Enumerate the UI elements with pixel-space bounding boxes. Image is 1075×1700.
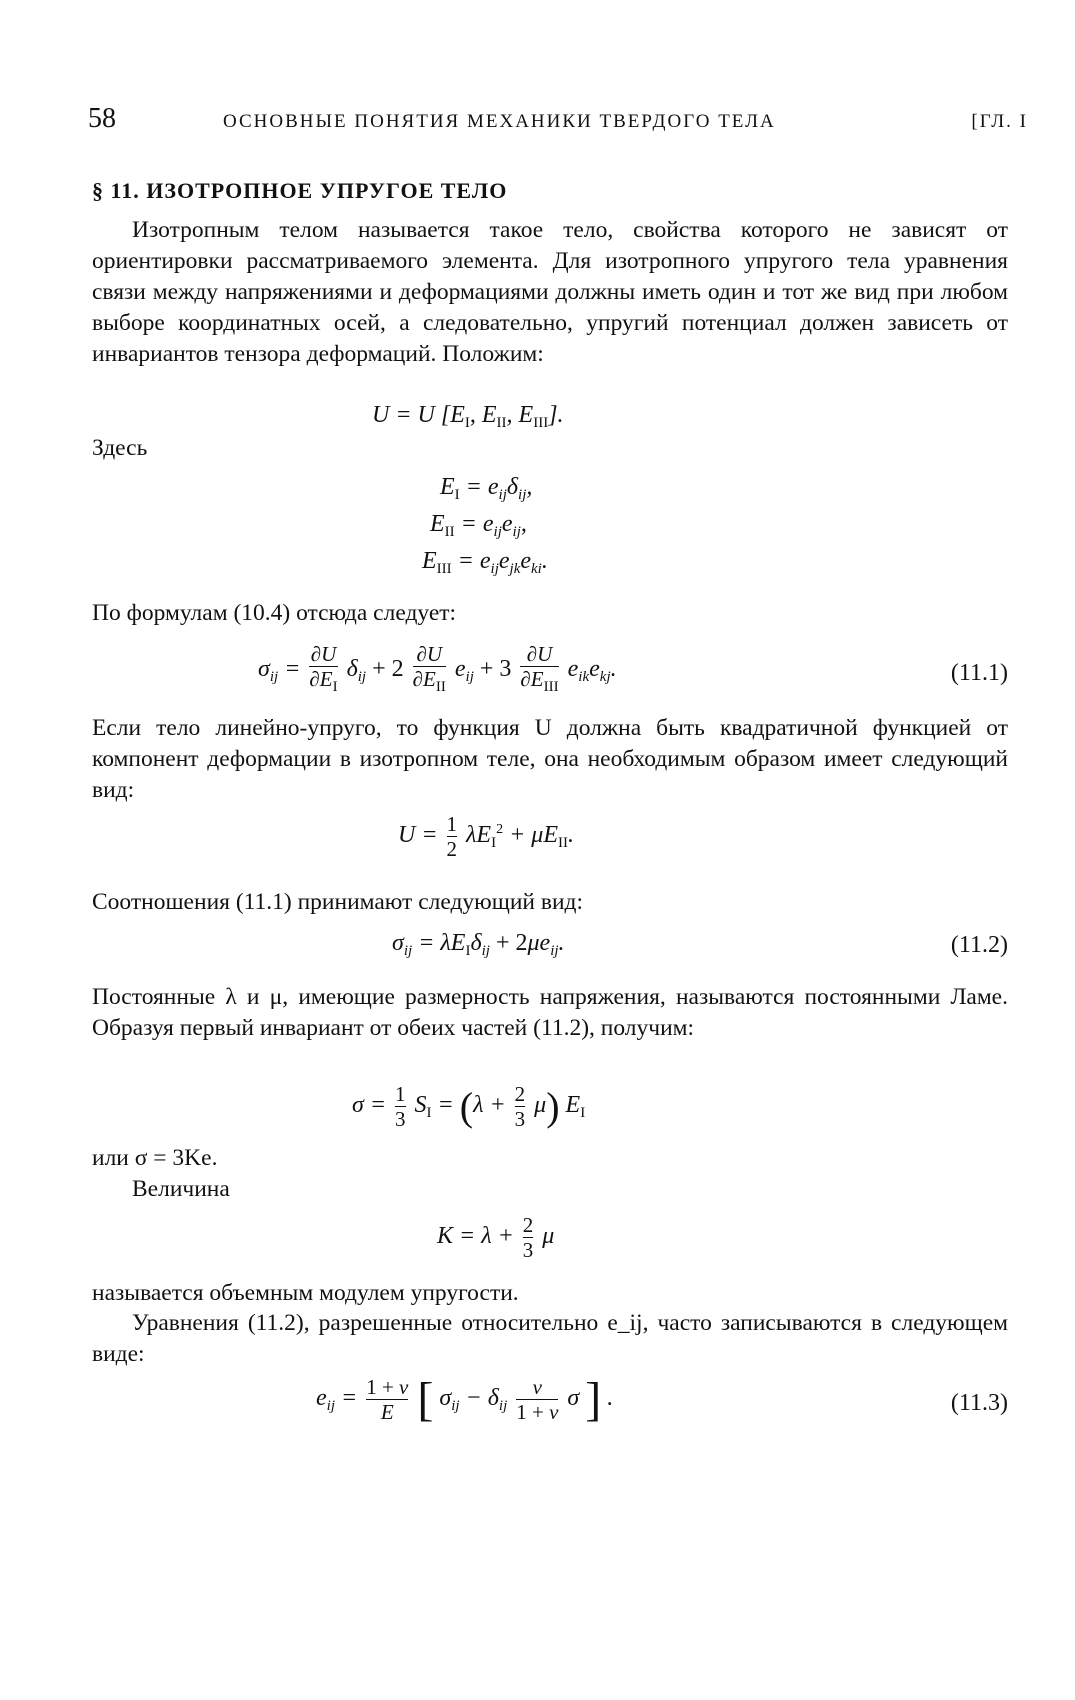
paragraph-inverted-relations: Уравнения (11.2), разрешенные относительно e_ij, часто записываются в следующем виде: (92, 1310, 1008, 1367)
paragraph-lame-constants: Постоянные λ и μ, имеющие размерность напряжения, называются постоянными Ламе. Образуя первый инвариант от обеих частей (11.2), получим: (92, 984, 1008, 1041)
formula-invariant-1: $E_I = e_{ij}\delta_{ij}$, (440, 474, 533, 503)
paragraph-or-sigma: или σ = 3Ke. (92, 1145, 218, 1171)
equation-number-11-2: (11.2) (950, 932, 1008, 958)
formula-energy: U = $\frac{1}{2}$ $\lambda E_I^2 + \mu E_{II}$. (398, 812, 574, 861)
equation-number-11-1: (11.1) (950, 660, 1008, 686)
formula-bulk-modulus: K = λ + $\frac{2}{3}$ μ (437, 1213, 555, 1262)
paragraph-quantity: Величина (132, 1176, 230, 1202)
section-title: § 11. ИЗОТРОПНОЕ УПРУГОЕ ТЕЛО (92, 178, 508, 203)
formula-11-3: $e_{ij}$ = $\frac{1 + \nu}{E}$ [ $\sigma_{ij} - \delta_{ij}$ $\frac{\nu}{1 + \nu}$ σ ] . (316, 1373, 614, 1426)
page-number: 58 (88, 103, 116, 134)
page-header (88, 103, 1028, 139)
formula-invariant-3: $E_{III} = e_{ij}e_{jk}e_{ki}$. (422, 548, 548, 577)
formula-potential: U = U [$E_I$, $E_{II}$, $E_{III}$]. (372, 402, 564, 431)
formula-invariant-2: $E_{II} = e_{ij}e_{ij}$, (430, 511, 527, 540)
running-title: ОСНОВНЫЕ ПОНЯТИЯ МЕХАНИКИ ТВЕРДОГО ТЕЛА (223, 111, 776, 132)
paragraph-intro: Изотропным телом называется такое тело, свойства которого не зависят от ориентировки рассматриваемого элемента. Для изотропного упругого тела уравнения связи между напряжениями и деформациями должны иметь один и тот же вид при любом выборе координатных осей, а следовательно, упругий потенциал должен зависеть от инвариантов тензора деформаций. Положим: (92, 217, 1008, 367)
formula-11-2: $\sigma_{ij} = \lambda E_I\delta_{ij} + 2\mu e_{ij}$. (392, 930, 565, 959)
paragraph-from-formulas: По формулам (10.4) отсюда следует: (92, 600, 457, 626)
formula-11-1: $\sigma_{ij}$ = $\frac{\partial U}{\partial E_I}$ $\delta_{ij} + 2$ $\frac{\partial U}{\partial E_{II}}$ $e_{ij} + 3$ $\frac{\partial U}{\partial E_{III}}$ $e_{ik}e_{kj}$. (258, 642, 617, 699)
equation-number-11-3: (11.3) (950, 1390, 1008, 1416)
formula-mean-stress: σ = $\frac{1}{3}$ $S_I = (\lambda$ + $\frac{2}{3}$ μ) $E_I$ (352, 1082, 586, 1131)
paragraph-relations: Соотношения (11.1) принимают следующий вид: (92, 889, 584, 915)
paragraph-here: Здесь (92, 435, 148, 461)
paragraph-linear-elastic: Если тело линейно-упруго, то функция U должна быть квадратичной функцией от компонент деформации в изотропном теле, она необходимым образом имеет следующий вид: (92, 715, 1008, 803)
paragraph-bulk-modulus: называется объемным модулем упругости. (92, 1280, 519, 1306)
chapter-label: [ГЛ. I (971, 111, 1028, 132)
